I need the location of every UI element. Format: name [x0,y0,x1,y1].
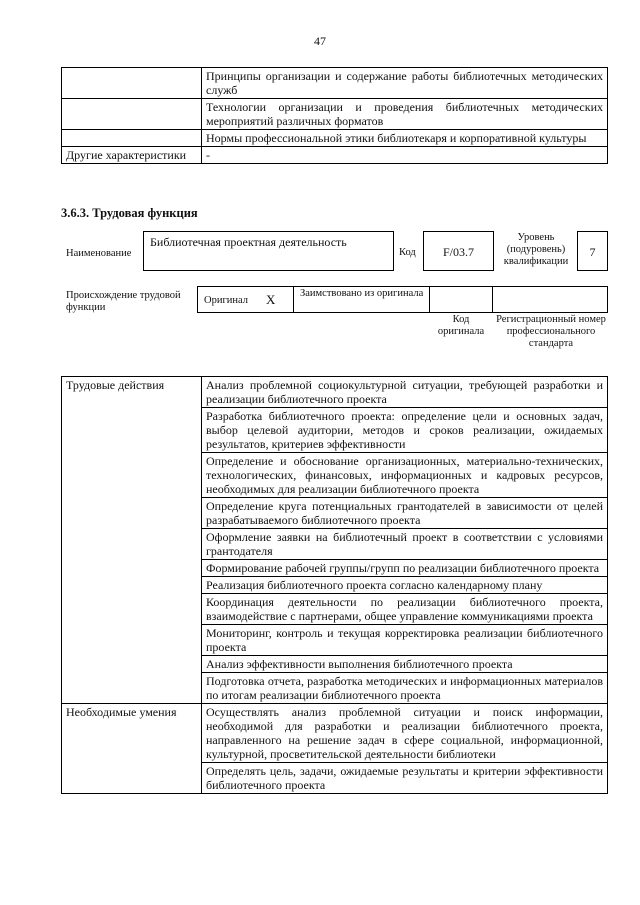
code-caption: Код оригинала [437,314,485,337]
reg-caption: Регистрационный номер профессионального стандарта [496,314,606,349]
level-label: Уровень (подуровень) квалификации [503,232,569,267]
origin-label: Происхождение трудовой функции [66,290,181,313]
table-row [62,147,608,164]
labor-action: Анализ проблемной социокультурной ситуации, требующей разработки и реализации библиотечного проекта [202,377,608,408]
skill: Осуществлять анализ проблемной ситуации и поиск информации, необходимой для разработки и реализации библиотечного проекта, направленного на решение задач в сфере социальной, информационной, культурной, просветительской деятельности библиотеки [202,704,608,763]
table-cell: Технологии организации и проведения библиотечных методических мероприятий различных форматов [202,99,608,130]
reg-number-box [492,286,608,313]
row-label [62,68,202,99]
labor-action: Определение круга потенциальных грантодателей в зависимости от целей разрабатываемого библиотечного проекта [202,498,608,529]
labor-action: Реализация библиотечного проекта согласно календарному плану [202,577,608,594]
name-label: Наименование [66,248,132,259]
name-value: Библиотечная проектная деятельность [150,235,347,249]
skill: Определять цель, задачи, ожидаемые результаты и критерии эффективности библиотечного проекта [202,763,608,794]
section-title: 3.6.3. Трудовая функция [61,206,198,220]
table-row [62,377,608,408]
table-row [62,130,608,147]
knowledge-table [61,67,608,164]
row-label [62,130,202,147]
labor-action: Разработка библиотечного проекта: определение цели и основных задач, выбор целевой аудитории, методов и сроков реализации, ожидаемых результатов, критериев эффективности [202,408,608,453]
skills-label: Необходимые умения [62,704,202,794]
labor-action: Подготовка отчета, разработка методических и информационных материалов по итогам реализации библиотечного проекта [202,673,608,704]
code-label: Код [399,247,416,258]
original-label: Оригинал [204,295,248,306]
table-row [62,704,608,763]
row-label: Другие характеристики [62,147,202,164]
labor-action: Анализ эффективности выполнения библиотечного проекта [202,656,608,673]
borrowed-box [293,286,430,313]
name-value-box [143,231,394,271]
original-box [197,286,294,313]
table-row [62,99,608,130]
row-label [62,99,202,130]
table-row [62,68,608,99]
code-value: F/03.7 [442,245,474,259]
table-cell: - [202,147,608,164]
level-value-box [577,231,608,271]
labor-function-table [61,376,608,794]
labor-action: Координация деятельности по реализации библиотечного проекта, взаимодействие с партнерами, общее управление коммуникациями проекта [202,594,608,625]
labor-action: Оформление заявки на библиотечный проект в соответствии с условиями грантодателя [202,529,608,560]
page-number: 47 [314,34,326,48]
labor-action: Мониторинг, контроль и текущая корректировка реализации библиотечного проекта [202,625,608,656]
original-code-box [429,286,493,313]
table-cell: Нормы профессиональной этики библиотекаря и корпоративной культуры [202,130,608,147]
labor-actions-label: Трудовые действия [62,377,202,704]
labor-action: Формирование рабочей группы/групп по реализации библиотечного проекта [202,560,608,577]
code-value-box [423,231,494,271]
level-value: 7 [589,245,596,259]
original-mark: X [266,292,276,307]
table-cell: Принципы организации и содержание работы библиотечных методических служб [202,68,608,99]
borrowed-label: Заимствовано из оригинала [300,288,424,299]
labor-action: Определение и обоснование организационных, материально-технических, технологических, финансовых, информационных и кадровых ресурсов, необходимых для реализации библиотечного проекта [202,453,608,498]
